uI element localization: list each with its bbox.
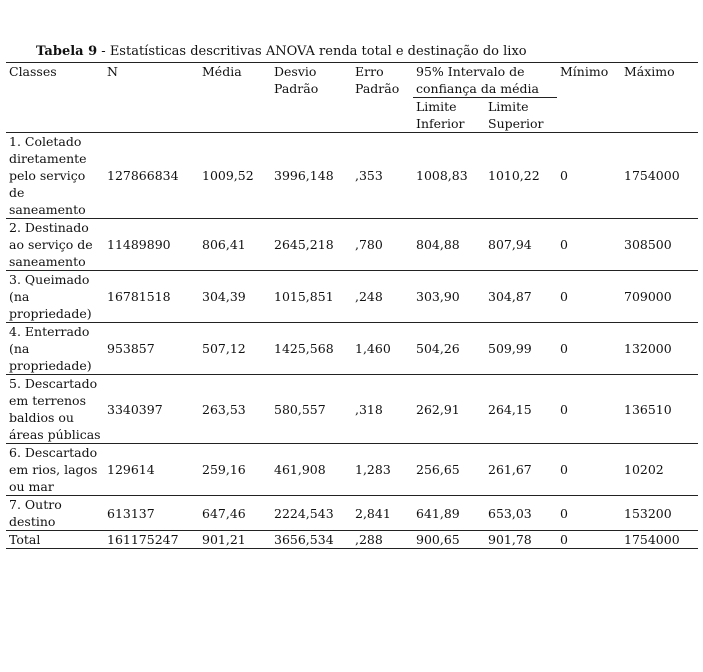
cell-min: 0 <box>557 531 621 549</box>
cell-n: 11489890 <box>104 219 199 271</box>
cell-max: 709000 <box>621 271 698 323</box>
cell-max: 153200 <box>621 496 698 531</box>
table-row <box>6 133 698 219</box>
cell-classe: Total <box>6 531 104 549</box>
cell-min: 0 <box>557 375 621 444</box>
cell-media: 1009,52 <box>199 133 271 219</box>
cell-desvio: 2645,218 <box>271 219 352 271</box>
header-intervalo: 95% Intervalo de confiança da média <box>413 63 557 98</box>
cell-li: 303,90 <box>413 271 485 323</box>
cell-max: 1754000 <box>621 133 698 219</box>
cell-erro: 1,460 <box>352 323 413 375</box>
cell-min: 0 <box>557 323 621 375</box>
table-row <box>6 323 698 375</box>
table-row <box>6 271 698 323</box>
cell-min: 0 <box>557 496 621 531</box>
cell-max: 132000 <box>621 323 698 375</box>
cell-li: 256,65 <box>413 444 485 496</box>
cell-li: 900,65 <box>413 531 485 549</box>
cell-desvio: 1015,851 <box>271 271 352 323</box>
cell-min: 0 <box>557 219 621 271</box>
cell-classe: 2. Destinado ao serviço de saneamento <box>6 219 104 271</box>
cell-desvio: 3656,534 <box>271 531 352 549</box>
cell-media: 901,21 <box>199 531 271 549</box>
table-body <box>6 133 698 549</box>
cell-desvio: 1425,568 <box>271 323 352 375</box>
header-limite-inferior: Limite Inferior <box>416 99 465 131</box>
header-minimo: Mínimo <box>557 63 621 133</box>
cell-media: 806,41 <box>199 219 271 271</box>
cell-erro: ,353 <box>352 133 413 219</box>
cell-n: 613137 <box>104 496 199 531</box>
cell-ls: 653,03 <box>485 496 557 531</box>
cell-classe: 5. Descartado em terrenos baldios ou áreas públicas <box>6 375 104 444</box>
cell-media: 647,46 <box>199 496 271 531</box>
cell-max: 136510 <box>621 375 698 444</box>
header-row <box>6 63 698 98</box>
header-n: N <box>104 63 199 133</box>
cell-li: 1008,83 <box>413 133 485 219</box>
cell-classe: 4. Enterrado (na propriedade) <box>6 323 104 375</box>
cell-n: 161175247 <box>104 531 199 549</box>
cell-n: 129614 <box>104 444 199 496</box>
header-erro: Erro Padrão <box>352 63 413 133</box>
table-row <box>6 496 698 531</box>
caption-label: Tabela 9 <box>36 44 98 59</box>
cell-max: 308500 <box>621 219 698 271</box>
cell-erro: ,780 <box>352 219 413 271</box>
cell-desvio: 3996,148 <box>271 133 352 219</box>
cell-erro: 1,283 <box>352 444 413 496</box>
cell-ls: 807,94 <box>485 219 557 271</box>
header-limite-superior: Limite Superior <box>488 99 544 131</box>
cell-n: 953857 <box>104 323 199 375</box>
cell-erro: 2,841 <box>352 496 413 531</box>
cell-erro: ,288 <box>352 531 413 549</box>
cell-media: 304,39 <box>199 271 271 323</box>
cell-ls: 509,99 <box>485 323 557 375</box>
cell-max: 10202 <box>621 444 698 496</box>
cell-media: 259,16 <box>199 444 271 496</box>
cell-n: 16781518 <box>104 271 199 323</box>
cell-ls: 264,15 <box>485 375 557 444</box>
cell-desvio: 580,557 <box>271 375 352 444</box>
cell-min: 0 <box>557 133 621 219</box>
header-maximo: Máximo <box>621 63 698 133</box>
cell-classe: 6. Descartado em rios, lagos ou mar <box>6 444 104 496</box>
cell-classe: 7. Outro destino <box>6 496 104 531</box>
cell-media: 507,12 <box>199 323 271 375</box>
caption-text: - Estatísticas descritivas ANOVA renda total e destinação do lixo <box>97 44 527 59</box>
header-desvio: Desvio Padrão <box>271 63 352 133</box>
table-caption <box>36 44 527 59</box>
cell-min: 0 <box>557 444 621 496</box>
cell-desvio: 461,908 <box>271 444 352 496</box>
cell-ls: 901,78 <box>485 531 557 549</box>
cell-li: 262,91 <box>413 375 485 444</box>
cell-min: 0 <box>557 271 621 323</box>
cell-ls: 304,87 <box>485 271 557 323</box>
total-row <box>6 531 698 549</box>
header-classes: Classes <box>6 63 104 133</box>
cell-li: 504,26 <box>413 323 485 375</box>
cell-erro: ,318 <box>352 375 413 444</box>
header-media: Média <box>199 63 271 133</box>
table-row <box>6 375 698 444</box>
cell-media: 263,53 <box>199 375 271 444</box>
cell-li: 641,89 <box>413 496 485 531</box>
cell-ls: 261,67 <box>485 444 557 496</box>
cell-max: 1754000 <box>621 531 698 549</box>
cell-li: 804,88 <box>413 219 485 271</box>
cell-erro: ,248 <box>352 271 413 323</box>
table-row <box>6 219 698 271</box>
cell-n: 127866834 <box>104 133 199 219</box>
table-row <box>6 444 698 496</box>
cell-ls: 1010,22 <box>485 133 557 219</box>
anova-table <box>6 62 698 549</box>
cell-classe: 1. Coletado diretamente pelo serviço de saneamento <box>6 133 104 219</box>
cell-n: 3340397 <box>104 375 199 444</box>
cell-classe: 3. Queimado (na propriedade) <box>6 271 104 323</box>
cell-desvio: 2224,543 <box>271 496 352 531</box>
